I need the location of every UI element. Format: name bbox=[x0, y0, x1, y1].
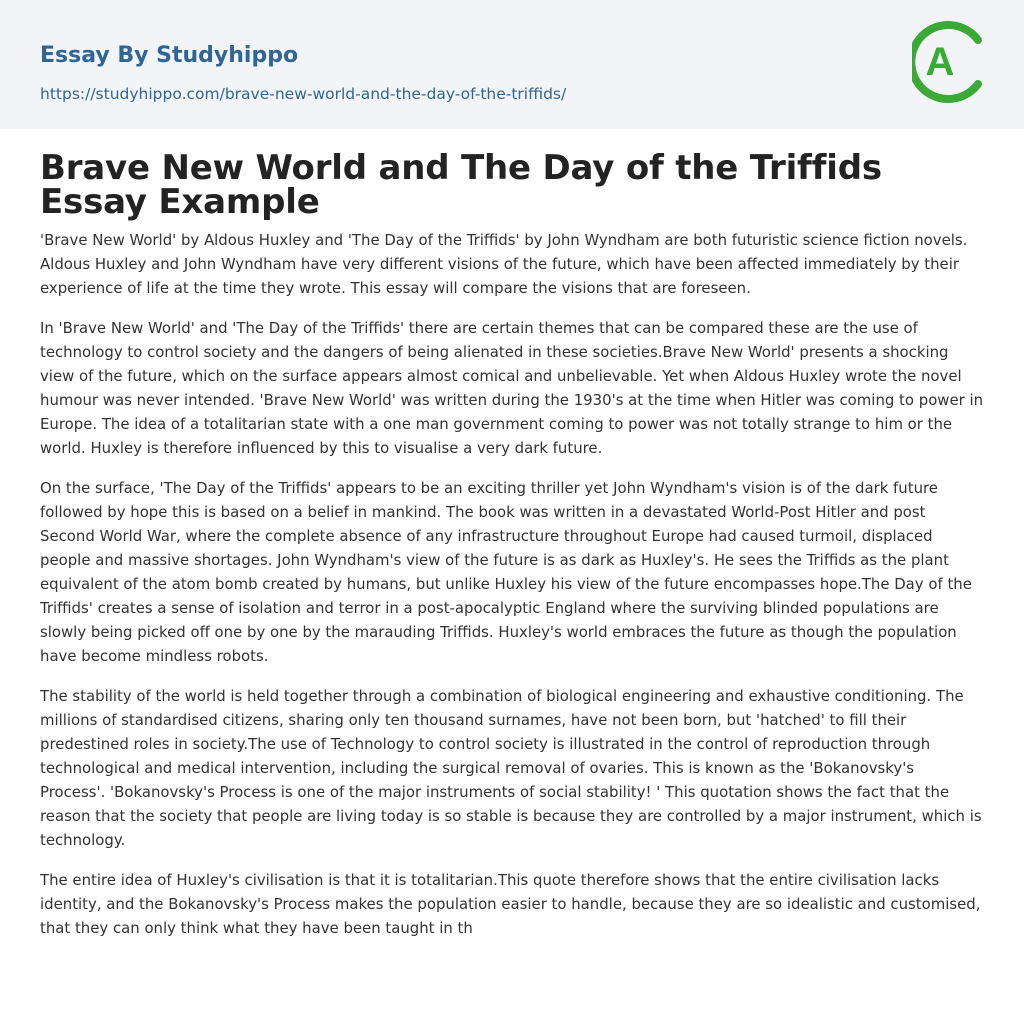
site-header bbox=[0, 0, 1024, 129]
page-title bbox=[40, 148, 984, 222]
page-title-line-2: Essay Example bbox=[40, 182, 320, 222]
logo-letter: A bbox=[925, 40, 955, 84]
paragraph-5: The entire idea of Huxley's civilisation is that it is totalitarian.This quote therefore shows that the entire civilisation lacks identity, and the Bokanovsky's Process makes the population easier to handle, because they are so idealistic and customised, that they can only think what they have been taught in th bbox=[40, 871, 981, 937]
article bbox=[0, 148, 1024, 940]
site-title[interactable]: Essay By Studyhippo bbox=[40, 43, 299, 68]
paragraph-1: 'Brave New World' by Aldous Huxley and 'The Day of the Triffids' by John Wyndham are both futuristic science fiction novels. Aldous Huxley and John Wyndham have very different visions of the future, which have been affected immediately by their experience of life at the time they wrote. This essay will compare the visions that are foreseen. bbox=[40, 231, 968, 297]
page-title-line-1: Brave New World and The Day of the Triffids bbox=[40, 148, 882, 188]
source-url-link[interactable]: https://studyhippo.com/brave-new-world-and-the-day-of-the-triffids/ bbox=[40, 85, 567, 103]
paragraph-4: The stability of the world is held together through a combination of biological engineering and exhaustive conditioning. The millions of standardised citizens, sharing only ten thousand surnames, have not been born, but 'hatched' to fill their predestined roles in society.The use of Technology to control society is illustrated in the control of reproduction through technological and medical intervention, including the surgical removal of ovaries. This is known as the 'Bokanovsky's Process'. 'Bokanovsky's Process is one of the major instruments of social stability! ' This quotation shows the fact that the reason that the society that people are living today is so stable is because they are controlled by a major instrument, which is technology. bbox=[40, 687, 982, 849]
paragraph-2: In 'Brave New World' and 'The Day of the Triffids' there are certain themes that can be compared these are the use of technology to control society and the dangers of being alienated in these societies.Brave New World' presents a shocking view of the future, which on the surface appears almost comical and unbelievable. Yet when Aldous Huxley wrote the novel humour was never intended. 'Brave New World' was written during the 1930's at the time when Hitler was coming to power in Europe. The idea of a totalitarian state with a one man government coming to power was not totally strange to him or the world. Huxley is therefore influenced by this to visualise a very dark future. bbox=[40, 319, 984, 457]
paragraph-3: On the surface, 'The Day of the Triffids' appears to be an exciting thriller yet John Wyndham's vision is of the dark future followed by hope this is based on a belief in mankind. The book was written in a devastated World-Post Hitler and post Second World War, where the complete absence of any infrastructure throughout Europe had caused turmoil, displaced people and massive shortages. John Wyndham's view of the future is as dark as Huxley's. He sees the Triffids as the plant equivalent of the atom bomb created by humans, but unlike Huxley his view of the future encompasses hope.The Day of the Triffids' creates a sense of isolation and terror in a post-apocalyptic England where the surviving blinded populations are slowly being picked off one by one by the marauding Triffids. Huxley's world embraces the future as though the population have become mindless robots. bbox=[40, 479, 972, 665]
studyhippo-logo-icon[interactable] bbox=[912, 19, 986, 105]
